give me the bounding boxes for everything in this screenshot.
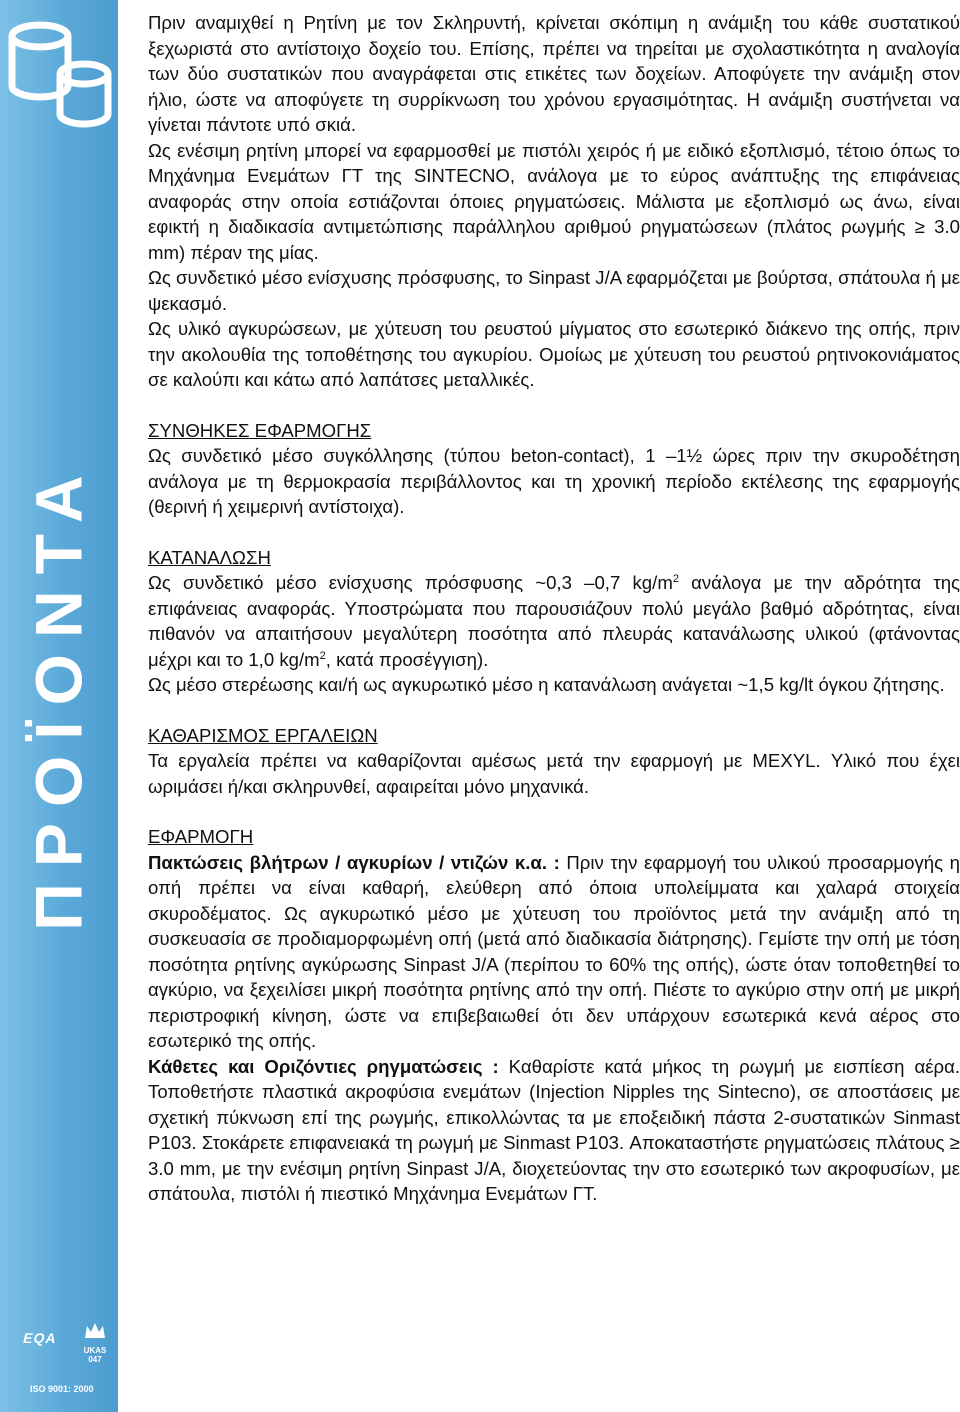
ukas-label: UKAS: [83, 1346, 107, 1355]
application-paragraph-1: Πακτώσεις βλήτρων / αγκυρίων / ντιζών κ.α. : Πριν την εφαρμογή του υλικού προσαρμογής η οπή πρέπει να είναι καθαρή, ελεύθερη από όποια υπολείμματα και χαλαρά στοιχεία σκυροδέματος. Ως αγκυρωτικό μέσο με χύτευση του προϊόντος μετά την ανάμιξη από τη συσκευασία σε προδιαμορφωμένη οπή (μετά από διαδικασία διάτρησης). Γεμίστε την οπή με τόση ποσότητα ρητίνης αγκύρωσης Sinpast J/A (περίπου το 60% της οπής), ώστε όταν τοποθετηθεί το αγκύριο, να ξεχειλίσει μικρή ποσότητα ρητίνης από την οπή. Πιέστε το αγκύριο στην οπή με μικρή περιστροφική κίνηση, ώστε να επιβεβαιωθεί ότι δεν υπάρχουν εσωτερικά κενά αέρος στο εσωτερικό της οπής.: [148, 851, 960, 1051]
intro-paragraph-4: Ως υλικό αγκυρώσεων, με χύτευση του ρευστού μίγματος στο εσωτερικό διάκενο της οπής, πριν την ακολουθία της τοποθέτησης του αγκυρίου. Ομοίως με χύτευση του ρευστού ρητινοκονιάματος σε καλούπι και κάτω από λαπάτσες μεταλλικές.: [148, 318, 960, 390]
ukas-logo: [78, 1318, 112, 1382]
document-body: [148, 10, 960, 1207]
certification-badge: [22, 1318, 112, 1400]
intro-paragraph-2: Ως ενέσιμη ρητίνη μπορεί να εφαρμοσθεί με πιστόλι χειρός ή με ειδικό εξοπλισμό, τέτοιο όπως το Μηχάνημα Ενεμάτων ΓΤ της SINTECNO, ανάλογα με το εύρος ανάπτυξης της επιφάνειας αναφοράς στην οποία εστιάζονται όποιες ρηγματώσεις. Μάλιστα με εξοπλισμό ως άνω, είναι εφικτή η διαδικασία αντιμετώπισης παράλληλου αριθμού ρηγματώσεων (πλάτος ρωγμής ≥ 3.0 mm) πέραν της μίας.: [148, 139, 960, 263]
consumption-paragraph-1: Ως συνδετικό μέσο ενίσχυσης πρόσφυσης ~0,3 –0,7 $kg/m^2$ ανάλογα με την αδρότητα της επιφάνειας αναφοράς. Υποστρώματα που παρουσιάζουν πολύ μεγάλο βαθμό αδρότητας, είναι πιθανόν να απαιτήσουν μεγαλύτερη ποσότητα από πλευράς κατανάλωσης υλικού (φτάνοντας μέχρι και το 1,0 $kg/m^2$, κατά προσέγγιση).: [148, 572, 960, 670]
sidebar: [0, 0, 118, 1412]
consumption-paragraph-2: Ως μέσο στερέωσης και/ή ως αγκυρωτικό μέσο η κατανάλωση ανάγεται ~1,5 kg/lt όγκου ζήτησης.: [148, 674, 945, 695]
conditions-paragraph: Ως συνδετικό μέσο συγκόλλησης (τύπου beton-contact), 1 –1½ ώρες πριν την σκυροδέτηση ανάλογα με τη θερμοκρασία περιβάλλοντος και τη χρονική περίοδο εκτέλεσης της εφαρμογής (θερινή ή χειμερινή αντίστοιχα).: [148, 445, 960, 517]
eqa-logo: EQA: [21, 1330, 59, 1346]
sidebar-title: [14, 459, 104, 931]
ukas-number: 047: [88, 1355, 102, 1364]
intro-paragraph-1: Πριν αναμιχθεί η Ρητίνη με τον Σκληρυντή, κρίνεται σκόπιμη η ανάμιξη του κάθε συστατικού ξεχωριστά στο αντίστοιχο δοχείο του. Επίσης, πρέπει να τηρείται με σχολαστικότητα η αναλογία των δύο συστατικών που αναγράφεται στις ετικέτες των δοχείων. Αποφύγετε την ανάμιξη στον ήλιο, ώστε να αποφύγετε τη συρρίκνωση του χρόνου εργασιμότητας. Η ανάμιξη συστήνεται να γίνεται πάντοτε υπό σκιά.: [148, 12, 960, 135]
containers-logo-icon: [6, 10, 116, 130]
sidebar-title-text: ΠΡΟΪΟΝΤΑ: [22, 459, 97, 931]
section-heading-cleaning: ΚΑΘΑΡΙΣΜΟΣ ΕΡΓΑΛΕΙΩΝ: [148, 724, 378, 746]
greater-equal-symbol: ≥: [914, 216, 925, 237]
section-heading-conditions: ΣΥΝΘΗΚΕΣ ΕΦΑΡΜΟΓΗΣ: [148, 419, 372, 441]
section-heading-application: ΕΦΑΡΜΟΓΗ: [148, 826, 254, 847]
application-paragraph-2: Κάθετες και Οριζόντιες ρηγματώσεις : Καθαρίστε κατά μήκος τη ρωγμή με εισπίεση αέρα. Τοποθετήστε πλαστικά ακροφύσια ενεμάτων (Injection Nipples της Sintecno), σε αποστάσεις με σχετική πύκνωση επί της ρωγμής, επικολλώντας τα με εποξειδική πάστα 2-συστατικών Sinmast P103. Στοκάρετε επιφανειακά τη ρωγμή με Sinmast P103. Αποκαταστήστε ρηγματώσεις πλάτους ≥ 3.0 mm, με την ενέσιμη ρητίνη Sinpast J/A, διοχετεύοντας την στο εσωτερικό των ακροφυσίων, με σπάτουλα, πιστόλι ή πιεστικό Μηχάνημα Ενεμάτων ΓΤ.: [148, 1055, 960, 1204]
section-heading-consumption: ΚΑΤΑΝΑΛΩΣΗ: [148, 546, 271, 568]
iso-label: ISO 9001: 2000: [30, 1384, 94, 1394]
cleaning-paragraph: Τα εργαλεία πρέπει να καθαρίζονται αμέσως μετά την εφαρμογή με MEXYL. Υλικό που έχει ωριμάσει ή/και σκληρυνθεί, αφαιρείται μόνο μηχανικά.: [148, 750, 960, 797]
crown-icon: [82, 1318, 108, 1344]
greater-equal-symbol: ≥: [949, 1132, 960, 1153]
intro-paragraph-3: Ως συνδετικό μέσο ενίσχυσης πρόσφυσης, το Sinpast J/A εφαρμόζεται με βούρτσα, σπάτουλα ή με ψεκασμό.: [148, 267, 960, 314]
